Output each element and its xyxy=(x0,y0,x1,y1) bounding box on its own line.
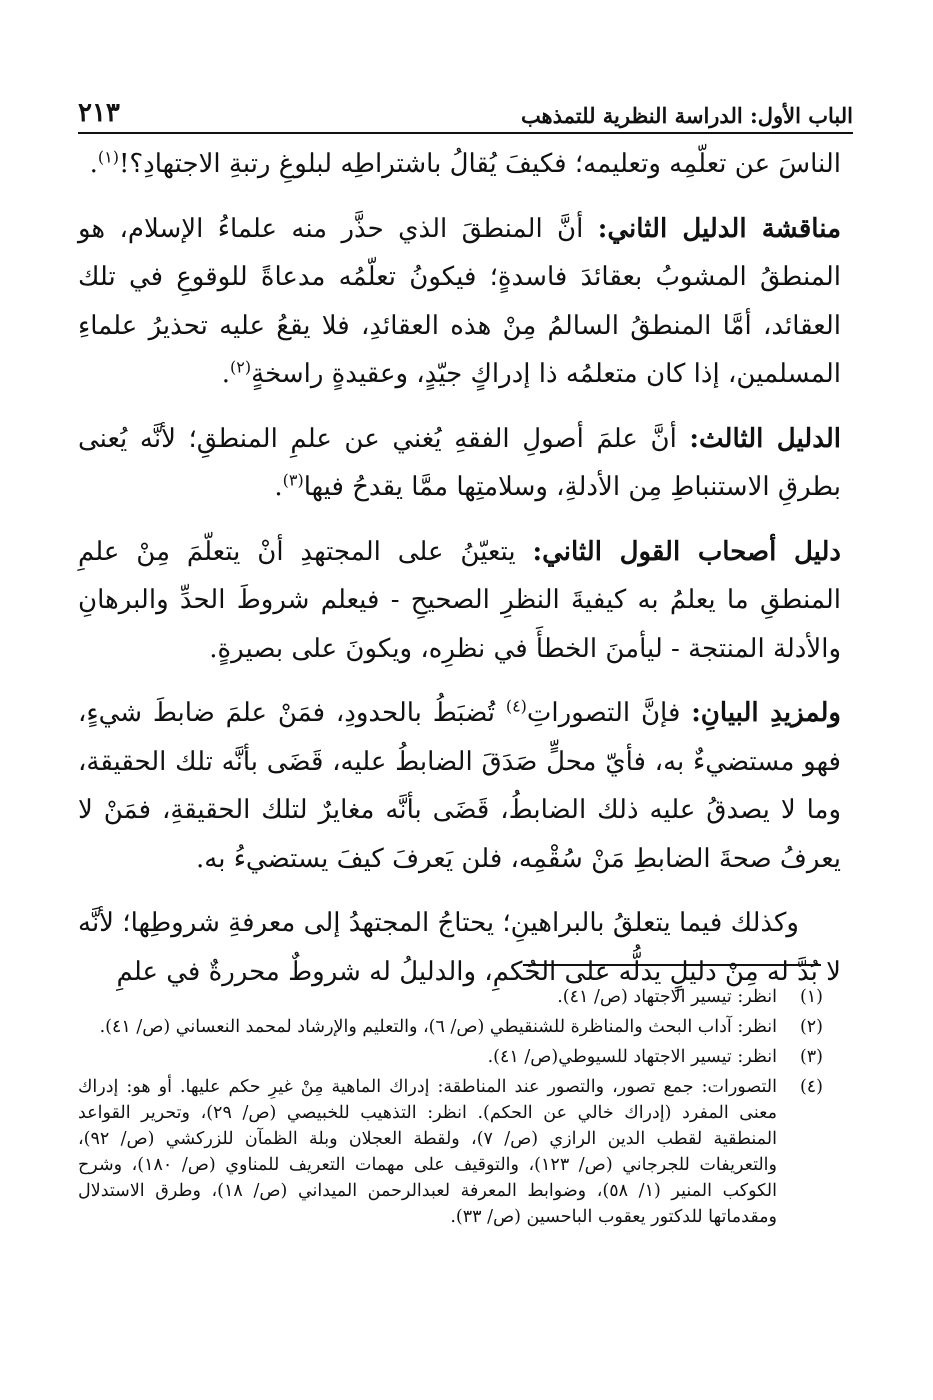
paragraph-1 xyxy=(78,140,841,189)
footnote-number: (١) xyxy=(799,987,823,1007)
page-header xyxy=(78,88,853,134)
paragraph-2 xyxy=(78,205,841,399)
paragraph-text: أنَّ المنطقَ الذي حذَّر منه علماءُ الإسلام، هو المنطقُ المشوبُ بعقائدَ فاسدةٍ؛ فيكونُ تعلّمُه مدعاةً للوقوعِ في تلك العقائد، أمَّا المنطقُ السالمُ مِنْ هذه العقائدِ، فلا يقعُ عليه تحذيرُ علماءِ المسلمين، إذا كان متعلمُه ذا إدراكٍ جيّدٍ، وعقيدةٍ راسخةٍ xyxy=(78,213,841,389)
footnote-3 xyxy=(78,1044,823,1070)
footnote-separator xyxy=(523,964,821,966)
footnote-text: التصورات: جمع تصور، والتصور عند المناطقة: إدراك الماهية مِنْ غيرِ حكم عليها. أو هو: إدراك معنى المفرد (إدراك خالي عن الحكم). انظر: التذهيب للخبيصي (ص/ ٢٩)، وتحرير القواعد المنطقية لقطب الدين الرازي (ص/ ٧)، ولقطة العجلان وبلة الظمآن للزركشي (ص/ ٩٢)، والتعريفات للجرجاني (ص/ ١٢٣)، والتوقيف على مهمات التعريف للمناوي (ص/ ١٨٠)، وشرح الكوكب المنير (١/ ٥٨)، وضوابط المعرفة لعبدالرحمن الميداني (ص/ ١٨)، وطرق الاستدلال ومقدماتها للدكتور يعقوب الباحسين (ص/ ٣٣). xyxy=(78,1077,778,1227)
page-number: ٢١٣ xyxy=(78,98,120,128)
paragraph-4 xyxy=(78,528,841,674)
paragraph-tail: . xyxy=(274,472,283,502)
paragraph-heading: ولمزيدِ البيانِ: xyxy=(691,698,841,728)
footnote-ref: (١) xyxy=(97,147,119,167)
footnote-ref: (٣) xyxy=(282,470,304,490)
paragraph-text: الناسَ عن تعلّمِه وتعليمه؛ فكيفَ يُقالُ باشتراطِه لبلوغِ رتبةِ الاجتهادِ؟! xyxy=(118,149,841,179)
footnote-4 xyxy=(78,1074,823,1230)
footnote-text: انظر: تيسير الاجتهاد للسيوطي(ص/ ٤١). xyxy=(487,1047,777,1067)
paragraph-text: أنَّ علمَ أصولِ الفقهِ يُغني عن علمِ المنطقِ؛ لأنَّه يُعنى بطرقِ الاستنباطِ مِن الأدلةِ، وسلامتِها ممَّا يقدحُ فيها xyxy=(78,423,841,502)
footnote-number: (٣) xyxy=(799,1047,823,1067)
paragraph-text: تُضبَطُ بالحدودِ، فمَنْ علمَ ضابطَ شيءٍ، فهو مستضيءٌ به، فأيّ محلٍّ صَدَقَ الضابطُ عليه، قَضَى بأنَّه تلك الحقيقة، وما لا يصدقُ عليه ذلك الضابطُ، قَضَى بأنَّه مغايرٌ لتلك الحقيقةِ، فمَنْ لا يعرفُ صحةَ الضابطِ مَنْ سُقْمِه، فلن يَعرفَ كيفَ يستضيءُ به. xyxy=(78,698,841,874)
paragraph-text: يتعيّنُ على المجتهدِ أنْ يتعلّمَ مِنْ علمِ المنطقِ ما يعلمُ به كيفيةَ النظرِ الصحيحِ - فيعلم شروطَ الحدِّ والبرهانِ والأدلة المنتجة - ليأمنَ الخطأَ في نظرِه، ويكونَ على بصيرةٍ. xyxy=(78,536,841,664)
footnote-text: انظر: تيسير الاجتهاد (ص/ ٤١). xyxy=(557,987,777,1007)
paragraph-text: وكذلك فيما يتعلقُ بالبراهينِ؛ يحتاجُ المجتهدُ إلى معرفةِ شروطِها؛ لأنَّه لا بُدَّ له مِنْ دليلٍ يدلُّه على الحُكمِ، والدليلُ له شروطٌ محررةٌ في علمِ xyxy=(78,908,841,987)
footnote-text: انظر: آداب البحث والمناظرة للشنقيطي (ص/ ٦)، والتعليم والإرشاد لمحمد النعساني (ص/ ٤١). xyxy=(99,1017,777,1037)
footnote-1 xyxy=(78,984,823,1010)
paragraph-heading: مناقشة الدليل الثاني: xyxy=(597,213,841,244)
paragraph-heading: دليل أصحاب القول الثاني: xyxy=(532,536,841,567)
footnote-ref: (٢) xyxy=(230,357,252,377)
paragraph-tail: . xyxy=(89,149,98,179)
paragraph-tail: . xyxy=(221,359,231,389)
paragraph-3 xyxy=(78,415,841,512)
paragraph-heading: الدليل الثالث: xyxy=(689,423,842,454)
paragraph-5 xyxy=(78,689,841,883)
footnote-2 xyxy=(78,1014,823,1040)
footnote-ref: (٤) xyxy=(505,696,527,716)
footnote-number: (٤) xyxy=(799,1077,823,1097)
main-text xyxy=(78,140,841,1012)
footnote-number: (٢) xyxy=(799,1017,823,1037)
footnotes xyxy=(78,984,823,1234)
running-title: الباب الأول: الدراسة النظرية للتمذهب xyxy=(520,103,853,128)
paragraph-text: فإنَّ التصوراتِ xyxy=(526,698,692,728)
paragraph-6 xyxy=(78,899,841,996)
